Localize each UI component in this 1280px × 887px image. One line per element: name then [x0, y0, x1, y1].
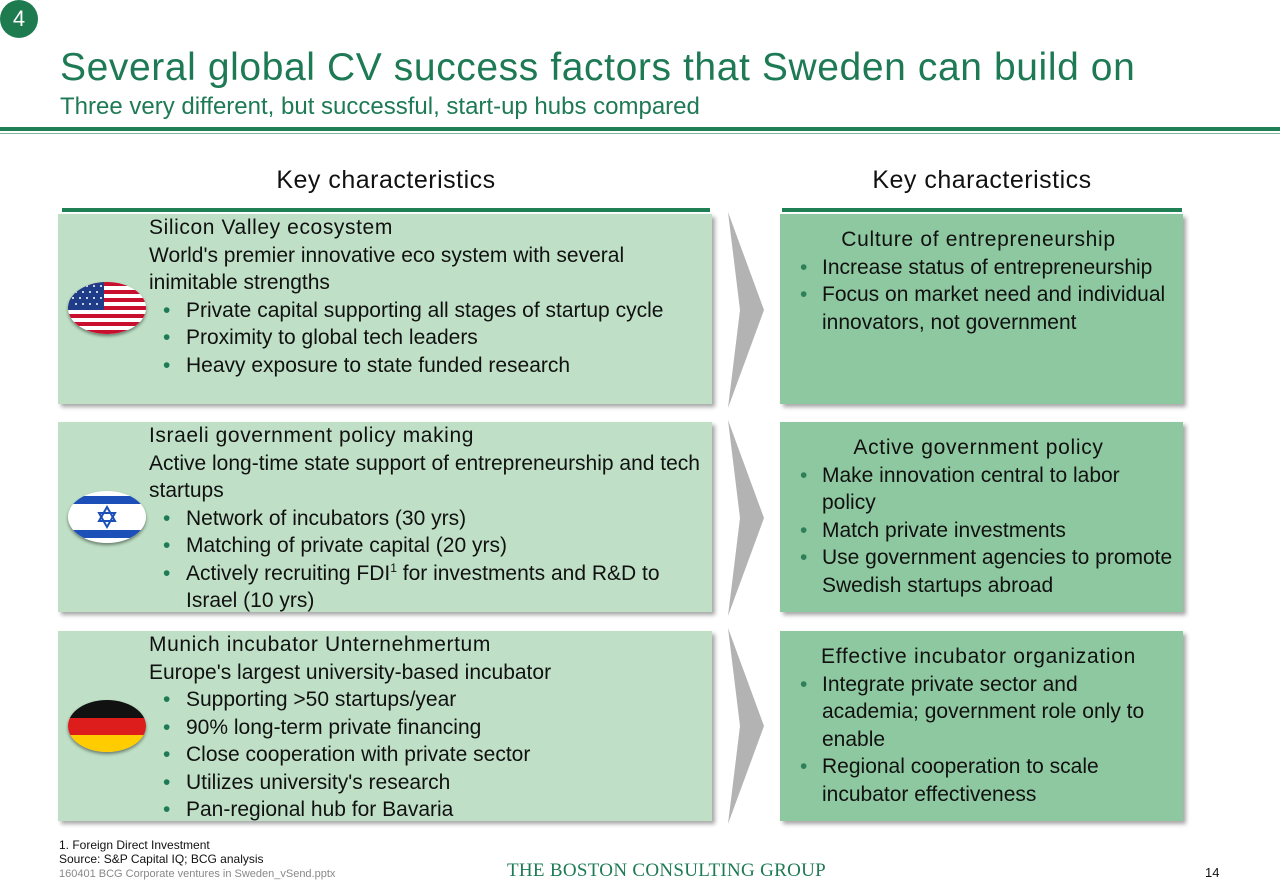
hub-description: Europe's largest university-based incubator — [149, 660, 552, 684]
hub-description: Active long-time state support of entrepreneurship and tech startups — [149, 451, 700, 502]
hub-bullets — [149, 505, 704, 615]
list-item: • Focus on market need and individual innovators, not government — [780, 281, 1177, 336]
list-item: • Match private investments — [780, 517, 1177, 545]
chevron-right-icon — [726, 212, 766, 408]
factor-heading: Active government policy — [853, 436, 1104, 459]
factor-text — [780, 226, 1177, 336]
list-item: • Increase status of entrepreneurship — [780, 254, 1177, 282]
list-item: • Pan-regional hub for Bavaria — [149, 796, 704, 824]
right-column-rule — [782, 208, 1182, 212]
list-item: • Close cooperation with private sector — [149, 741, 704, 769]
list-item: • Private capital supporting all stages of startup cycle — [149, 297, 704, 325]
list-item: • Utilizes university's research — [149, 769, 704, 797]
slide-title: Several global CV success factors that Sweden can build on — [60, 46, 1136, 89]
footnote-marker: 1 — [390, 560, 397, 575]
factor-text — [780, 643, 1177, 808]
list-item: • Integrate private sector and academia; government role only to enable — [780, 671, 1177, 754]
factor-card-government — [780, 422, 1183, 612]
israel-flag-icon — [68, 491, 146, 543]
hub-description: World's premier innovative eco system with several inimitable strengths — [149, 243, 625, 294]
hub-card-silicon-valley — [58, 214, 712, 404]
title-rule — [0, 127, 1280, 131]
bcg-logo: THE BOSTON CONSULTING GROUP — [507, 860, 826, 881]
hub-bullets — [149, 297, 704, 380]
file-name: 160401 BCG Corporate ventures in Sweden_vSend.pptx — [59, 868, 336, 880]
left-column-rule — [62, 208, 710, 212]
factor-bullets — [780, 254, 1177, 337]
hub-card-munich — [58, 631, 712, 821]
title-rule-thin — [0, 133, 1280, 134]
list-item: • Actively recruiting FDI$^1$ for investments and R&D to Israel (10 yrs) — [149, 560, 704, 615]
factor-text — [780, 434, 1177, 599]
factor-bullets — [780, 671, 1177, 809]
source-note: Source: S&P Capital IQ; BCG analysis — [59, 852, 264, 866]
hub-card-israel — [58, 422, 712, 612]
factor-heading: Effective incubator organization — [820, 645, 1137, 668]
slide-number-badge: 4 — [0, 0, 38, 38]
list-item: • Matching of private capital (20 yrs) — [149, 532, 704, 560]
factor-heading: Culture of entrepreneurship — [841, 228, 1116, 251]
right-column-header: Key characteristics — [872, 166, 1092, 194]
list-item: • Proximity to global tech leaders — [149, 324, 704, 352]
hub-text — [149, 214, 704, 379]
left-column-header: Key characteristics — [276, 166, 496, 194]
list-item: • 90% long-term private financing — [149, 714, 704, 742]
hub-bullets — [149, 686, 704, 824]
factor-card-incubator — [780, 631, 1183, 821]
slide-subtitle: Three very different, but successful, start-up hubs compared — [60, 93, 700, 120]
list-item: • Heavy exposure to state funded research — [149, 352, 704, 380]
page-number: 14 — [1205, 865, 1220, 880]
hub-text — [149, 422, 704, 615]
list-item: • Use government agencies to promote Swedish startups abroad — [780, 544, 1177, 599]
germany-flag-icon — [68, 700, 146, 752]
footnote: 1. Foreign Direct Investment — [59, 838, 210, 852]
list-item: • Network of incubators (30 yrs) — [149, 505, 704, 533]
chevron-right-icon — [726, 420, 766, 616]
chevron-right-icon — [726, 628, 766, 824]
hub-heading: Israeli government policy making — [149, 424, 475, 447]
hub-heading: Silicon Valley ecosystem — [149, 216, 393, 239]
list-item: • Make innovation central to labor policy — [780, 462, 1177, 517]
hub-heading: Munich incubator Unternehmertum — [149, 633, 491, 656]
list-item: • Supporting >50 startups/year — [149, 686, 704, 714]
usa-flag-icon — [68, 282, 146, 334]
factor-bullets — [780, 462, 1177, 600]
hub-text — [149, 631, 704, 824]
list-item: • Regional cooperation to scale incubator effectiveness — [780, 753, 1177, 808]
factor-card-culture — [780, 214, 1183, 404]
